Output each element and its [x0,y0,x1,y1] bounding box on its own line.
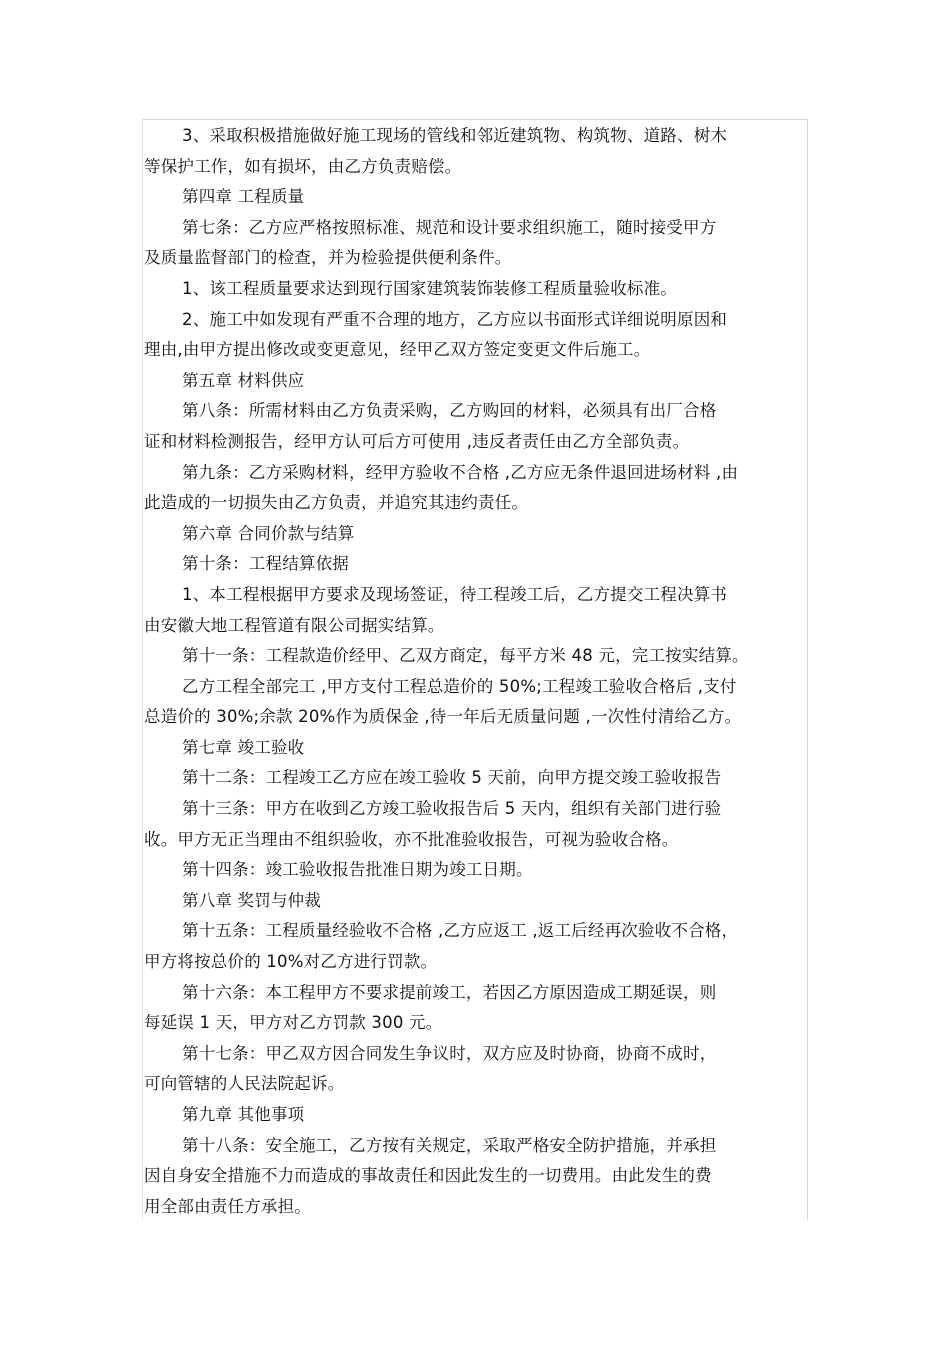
paragraph-line: 及质量监督部门的检查，并为检验提供便利条件。 [144,248,512,268]
paragraph-line: 第十二条：工程竣工乙方应在竣工验收 5 天前，向甲方提交竣工验收报告 [182,768,722,788]
paragraph-line: 第九条：乙方采购材料，经甲方验收不合格 ,乙方应无条件退回进场材料 ,由 [182,462,739,482]
paragraph-line: 因自身安全措施不力而造成的事故责任和因此发生的一切费用。由此发生的费 [144,1166,712,1186]
paragraph-line: 1、本工程根据甲方要求及现场签证，待工程竣工后，乙方提交工程决算书 [182,584,728,604]
paragraph-line: 第十六条：本工程甲方不要求提前竣工，若因乙方原因造成工期延误，则 [182,982,717,1002]
paragraph-line: 由安徽大地工程管道有限公司据实结算。 [144,615,445,635]
paragraph-line: 收。甲方无正当理由不组织验收，亦不批准验收报告，可视为验收合格。 [144,829,679,849]
paragraph-line: 1、该工程质量要求达到现行国家建筑装饰装修工程质量验收标准。 [182,278,677,298]
paragraph-line: 2、施工中如发现有严重不合理的地方，乙方应以书面形式详细说明原因和 [182,309,728,329]
paragraph-line: 3、采取积极措施做好施工现场的管线和邻近建筑物、构筑物、道路、树木 [182,126,728,145]
paragraph-line: 第十一条：工程款造价经甲、乙双方商定，每平方米 48 元，完工按实结算。 [182,646,749,666]
chapter-heading: 第六章 合同价款与结算 [182,523,355,543]
paragraph-line: 甲方将按总价的 10%对乙方进行罚款。 [144,952,438,972]
paragraph-line: 第十八条：安全施工，乙方按有关规定，采取严格安全防护措施，并承担 [182,1135,717,1155]
chapter-heading: 第四章 工程质量 [182,187,305,207]
document-body [144,121,808,1222]
paragraph-line: 此造成的一切损失由乙方负责，并追究其违约责任。 [144,493,529,513]
chapter-heading: 第九章 其他事项 [182,1105,305,1124]
paragraph-line: 用全部由责任方承担。 [144,1196,311,1216]
chapter-heading: 第七章 竣工验收 [182,737,305,757]
paragraph-line: 第十五条：工程质量经验收不合格 ,乙方应返工 ,返工后经再次验收不合格， [182,921,739,941]
paragraph-line: 第十四条：竣工验收报告批准日期为竣工日期。 [182,860,533,880]
paragraph-line: 第十三条：甲方在收到乙方竣工验收报告后 5 天内，组织有关部门进行验 [182,799,722,819]
paragraph-line: 证和材料检测报告，经甲方认可后方可使用 ,违反者责任由乙方全部负责。 [144,431,690,451]
paragraph-line: 第八条：所需材料由乙方负责采购，乙方购回的材料，必须具有出厂合格 [182,401,717,421]
paragraph-line: 可向管辖的人民法院起诉。 [144,1074,345,1094]
paragraph-line: 每延误 1 天，甲方对乙方罚款 300 元。 [144,1013,443,1033]
paragraph-line: 第七条：乙方应严格按照标准、规范和设计要求组织施工，随时接受甲方 [182,217,717,237]
paragraph-line: 乙方工程全部完工 ,甲方支付工程总造价的 50%;工程竣工验收合格后 ,支付 [182,676,737,696]
paragraph-line: 第十条：工程结算依据 [182,554,349,574]
paragraph-line: 理由,由甲方提出修改或变更意见，经甲乙双方签定变更文件后施工。 [144,340,651,360]
paragraph-line: 总造价的 30%;余款 20%作为质保金 ,待一年后无质量问题 ,一次性付清给乙方。 [144,707,742,727]
paragraph-line: 等保护工作，如有损坏，由乙方负责赔偿。 [144,156,462,176]
paragraph-line: 第十七条：甲乙双方因合同发生争议时，双方应及时协商，协商不成时， [182,1043,717,1063]
chapter-heading: 第五章 材料供应 [182,370,305,390]
chapter-heading: 第八章 奖罚与仲裁 [182,890,322,910]
